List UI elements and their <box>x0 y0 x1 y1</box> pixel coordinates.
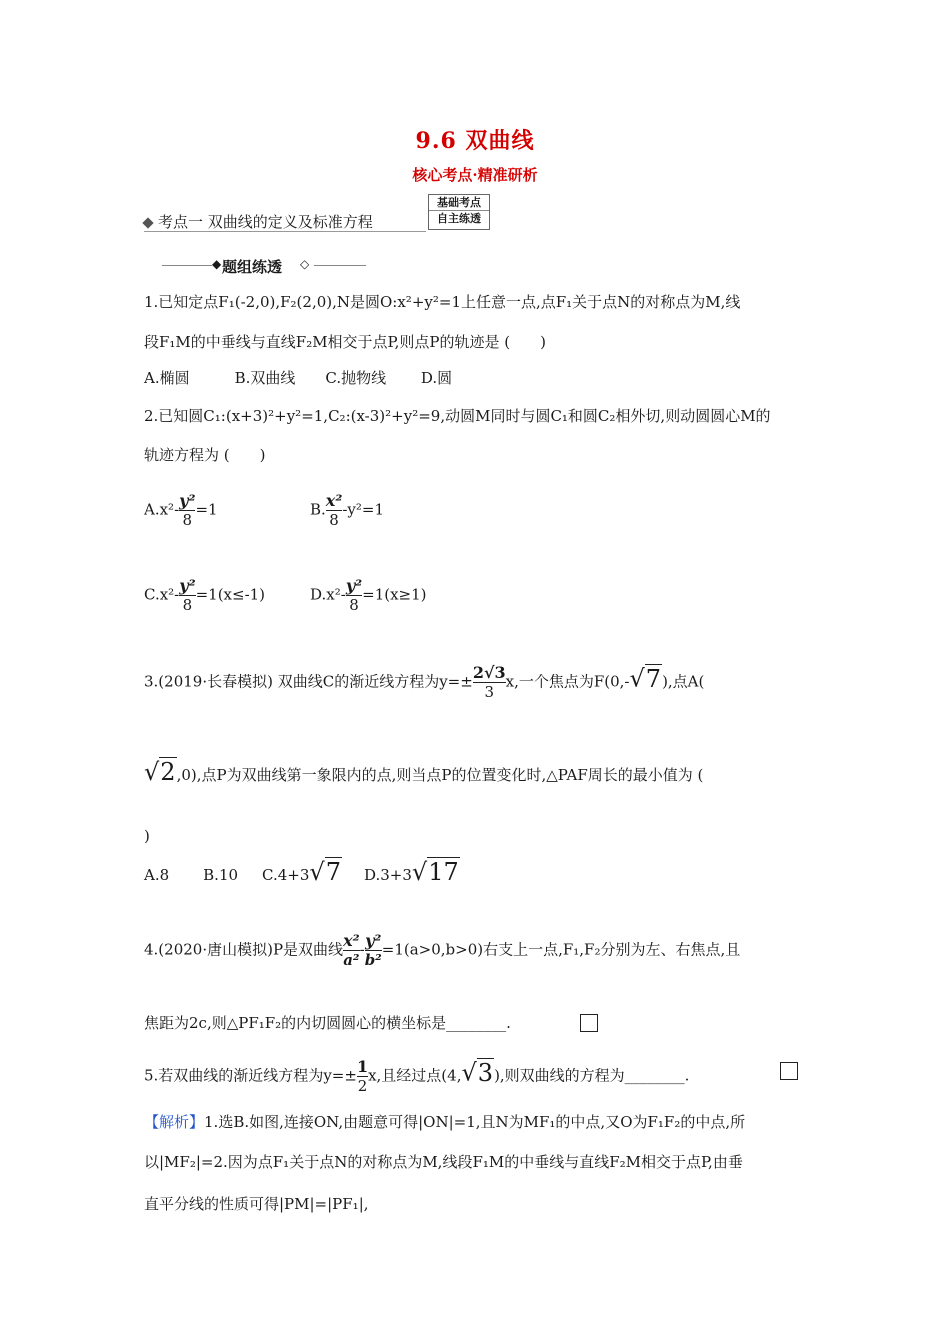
section-badge <box>428 194 490 230</box>
fraction: $\frac{2√3}{3}$ <box>472 663 506 701</box>
q3-line3: ) <box>144 827 150 845</box>
q5-line1: 5.若双曲线的渐近线方程为y=± $\frac{1}{2}$ x,且经过点(4,√3),则双曲线的方程为________. <box>144 1057 690 1095</box>
q2-option-a: A.x²- $\frac{\text{y²}}{8}$ =1 <box>144 491 218 529</box>
diamond-icon <box>142 217 153 228</box>
badge-top: 基础考点 <box>429 195 489 211</box>
q4-line2: 焦距为2c,则△PF₁F₂的内切圆圆心的横坐标是________. <box>144 1014 511 1032</box>
badge-bottom: 自主练透 <box>437 212 481 225</box>
sqrt-expr: √7 <box>629 664 662 693</box>
q3-line2: √2,0),点P为双曲线第一象限内的点,则当点P的位置变化时,△PAF周长的最小值为 ( <box>144 758 704 786</box>
q4-line1: 4.(2020·唐山模拟)P是双曲线 $\frac{\text{x²}}{\text{a²}}$ - $\frac{\text{y²}}{\text{b²}}$ =1(a>0,b>0)右支上一点,F₁,F₂分别为左、右焦点,且 <box>144 931 741 969</box>
q2-option-b: B. $\frac{\text{x²}}{8}$ -y²=1 <box>310 491 385 529</box>
group-label-row <box>162 254 366 278</box>
group-line-left <box>162 265 212 266</box>
q3-line1: 3.(2019·长春模拟) 双曲线C的渐近线方程为y=± $\frac{2√3}{3}$ x,一个焦点为F(0,-√7),点A( <box>144 663 705 701</box>
solution-line3: 直平分线的性质可得|PM|=|PF₁|, <box>144 1195 369 1213</box>
diamond-ornament-icon: ◆ <box>212 257 222 271</box>
section-underline <box>144 231 426 232</box>
solution-line2: 以|MF₂|=2.因为点F₁关于点N的对称点为M,线段F₁M的中垂线与直线F₂M相交于点P,由垂 <box>144 1153 743 1171</box>
sqrt-expr: √2 <box>144 758 176 786</box>
fraction: $\frac{\text{x²}}{\text{a²}}$ <box>343 931 360 969</box>
sqrt-expr: √17 <box>411 858 459 886</box>
sqrt-expr: √3 <box>461 1058 494 1087</box>
fraction: $\frac{\text{y²}}{\text{b²}}$ <box>364 931 382 969</box>
q1-options: A.椭圆 B.双曲线 C.抛物线 D.圆 <box>144 369 453 387</box>
q2-option-c: C.x²- $\frac{\text{y²}}{8}$ =1(x≤-1) <box>144 576 266 614</box>
fraction: $\frac{\text{x²}}{8}$ <box>325 491 343 529</box>
fraction: $\frac{1}{2}$ <box>356 1057 369 1095</box>
fraction: $\frac{\text{y²}}{8}$ <box>345 576 363 614</box>
fraction: $\frac{\text{y²}}{8}$ <box>179 491 196 529</box>
answer-box[interactable] <box>580 1014 598 1032</box>
group-line-right <box>314 265 366 266</box>
sqrt-expr: √7 <box>309 858 341 886</box>
page-subtitle: 核心考点·精准研析 <box>412 166 538 184</box>
solution-line1: 【解析】1.选B.如图,连接ON,由题意可得|ON|=1,且N为MF₁的中点,又O为F₁F₂的中点,所 <box>144 1113 746 1131</box>
q2-line1: 2.已知圆C₁:(x+3)²+y²=1,C₂:(x-3)²+y²=9,动圆M同时与圆C₁和圆C₂相外切,则动圆圆心M的 <box>144 407 771 425</box>
q3-options: A.8 B.10 C.4+3√7 D.3+3√17 <box>144 858 459 886</box>
diamond-ornament-icon: ◇ <box>300 257 310 271</box>
q2-option-d: D.x²- $\frac{\text{y²}}{8}$ =1(x≥1) <box>310 576 427 614</box>
section-heading <box>144 212 373 232</box>
section-heading-text: 考点一 双曲线的定义及标准方程 <box>158 213 373 231</box>
page-title: 9.6 双曲线 <box>415 128 535 154</box>
answer-box[interactable] <box>780 1062 798 1080</box>
solution-tag: 【解析】 <box>144 1113 205 1131</box>
q2-line2: 轨迹方程为 ( ) <box>144 446 266 464</box>
q1-line1: 1.已知定点F₁(-2,0),F₂(2,0),N是圆O:x²+y²=1上任意一点,点F₁关于点N的对称点为M,线 <box>144 293 741 311</box>
q1-line2: 段F₁M的中垂线与直线F₂M相交于点P,则点P的轨迹是 ( ) <box>144 333 546 351</box>
fraction: $\frac{\text{y²}}{8}$ <box>179 576 196 614</box>
group-label: 题组练透 <box>222 258 283 276</box>
